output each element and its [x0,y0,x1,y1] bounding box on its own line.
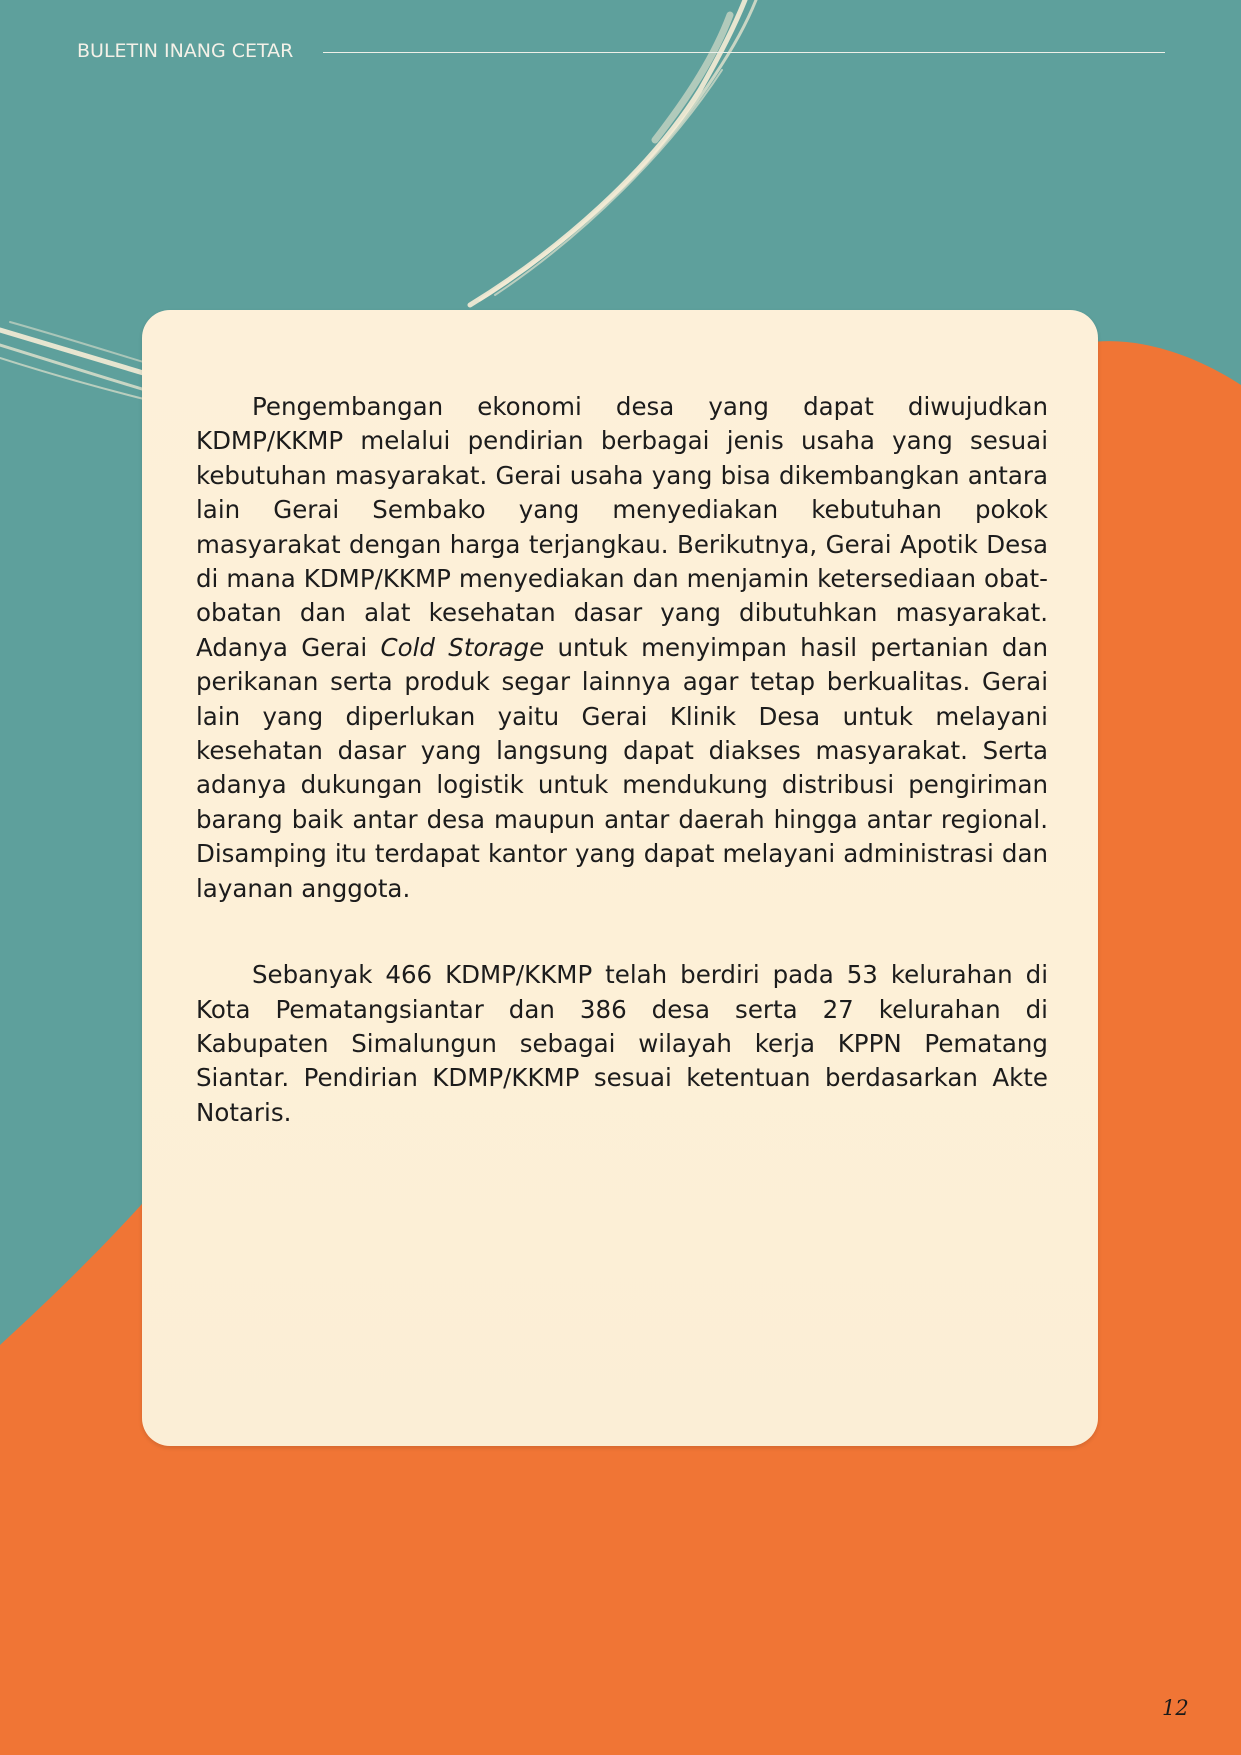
article-body [196,390,1048,1130]
paragraph-2: Sebanyak 466 KDMP/KKMP telah berdiri pada 53 kelurahan di Kota Pematangsiantar dan 386 desa serta 27 kelurahan di Kabupaten Simalungun sebagai wilayah kerja KPPN Pematang Siantar. Pendirian KDMP/KKMP sesuai ketentuan berdasarkan Akte Notaris. [196,960,1048,1127]
header-title: BULETIN INANG CETAR [77,40,294,62]
content-card [142,310,1098,1446]
header-divider [323,52,1165,53]
paragraph-1: Pengembangan ekonomi desa yang dapat diwujudkan KDMP/KKMP melalui pendirian berbagai jenis usaha yang sesuai kebutuhan masyarakat. Gerai usaha yang bisa dikembangkan antara lain Gerai Sembako yang menyediakan kebutuhan pokok masyarakat dengan harga terjangkau. Berikutnya, Gerai Apotik Desa di mana KDMP/KKMP menyediakan dan menjamin ketersediaan obat-obatan dan alat kesehatan dasar yang dibutuhkan masyarakat. Adanya Gerai Cold Storage untuk menyimpan hasil pertanian dan perikanan serta produk segar lainnya agar tetap berkualitas. Gerai lain yang diperlukan yaitu Gerai Klinik Desa untuk melayani kesehatan dasar yang langsung dapat diakses masyarakat. Serta adanya dukungan logistik untuk mendukung distribusi pengiriman barang baik antar desa maupun antar daerah hingga antar regional. Disamping itu terdapat kantor yang dapat melayani administrasi dan layanan anggota. [196,392,1048,903]
page-number: 12 [1162,1696,1189,1720]
